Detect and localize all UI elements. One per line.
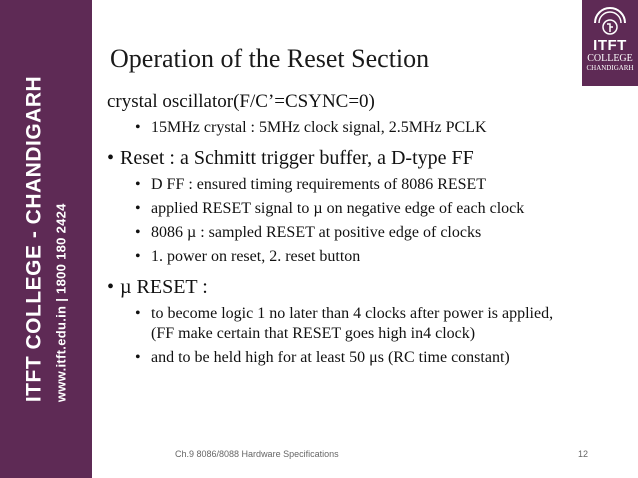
bullet-icon: • [135,200,141,217]
bullet-item [107,145,577,171]
sidebar-band [0,0,92,478]
page-number: 12 [578,449,589,459]
bullet-icon: • [135,119,141,136]
bullet-item [107,348,577,368]
bullet-icon: • [135,176,141,193]
bullet-icon: • [135,305,141,322]
bullet-icon: • [135,248,141,265]
logo-city: CHANDIGARH [586,64,634,72]
bullet-icon: • [135,349,141,366]
logo-name: ITFT [593,37,627,54]
bullet-text: to become logic 1 no later than 4 clocks after power is applied, (FF make certain that RESET goes high in4 clock) [151,305,554,342]
bullet-item [107,274,577,300]
bullet-text: and to be held high for at least 50 μs (RC time constant) [151,349,510,366]
bullet-text: 1. power on reset, 2. reset button [151,248,361,265]
bullet-text: applied RESET signal to µ on negative edge of each clock [151,200,525,217]
bullet-text: µ RESET : [120,276,208,298]
slide-title: Operation of the Reset Section [110,44,430,73]
bullet-icon: • [107,276,115,298]
college-name-vertical: ITFT COLLEGE - CHANDIGARH [22,75,46,403]
bullet-item [107,247,577,267]
bullet-icon: • [107,147,115,169]
bullet-item [107,118,577,138]
slide-content [107,90,577,368]
bullet-text: Reset : a Schmitt trigger buffer, a D-type FF [120,147,474,169]
bullet-item [107,199,577,219]
bullet-text: 15MHz crystal : 5MHz clock signal, 2.5MHz PCLK [151,119,487,136]
intro-line: crystal oscillator(F/C’=CSYNC=0) [107,91,375,112]
college-logo [582,0,638,86]
emblem-icon [593,6,627,36]
bullet-item [107,175,577,195]
bullet-item [107,223,577,243]
bullet-icon: • [135,224,141,241]
sidebar-text [22,76,71,402]
logo-college: COLLEGE [587,53,633,64]
bullet-text: D FF : ensured timing requirements of 8086 RESET [151,176,487,193]
college-contact-vertical: www.itft.edu.in | 1800 180 2424 [53,203,69,403]
bullet-item [107,304,577,344]
footer-label: Ch.9 8086/8088 Hardware Specifications [175,449,339,459]
bullet-text: 8086 µ : sampled RESET at positive edge of clocks [151,224,482,241]
